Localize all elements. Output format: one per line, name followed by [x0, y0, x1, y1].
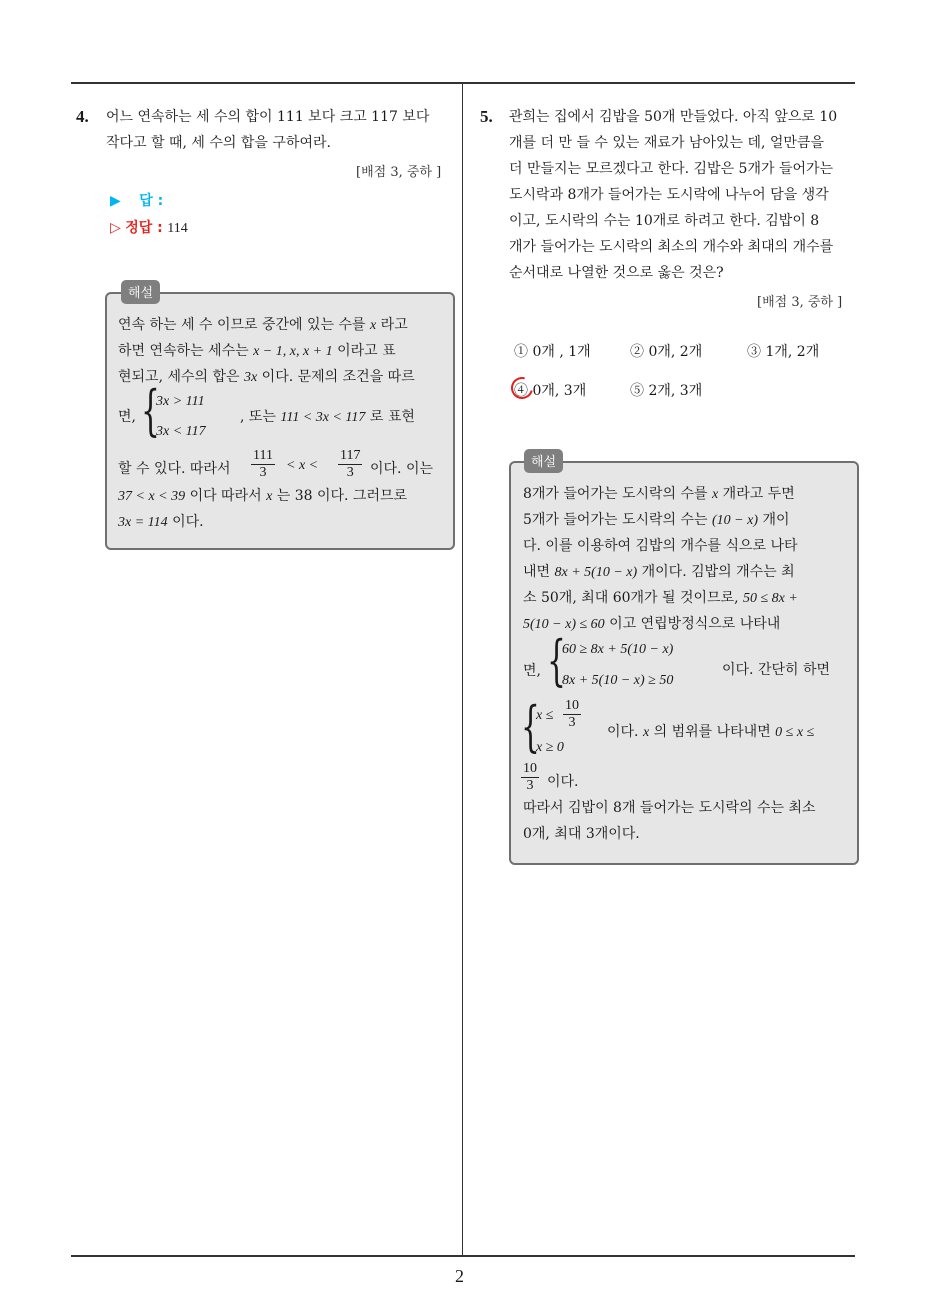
inequality-lt-x-lt: < x < — [286, 458, 319, 473]
explanation-tag-q5: 해설 — [524, 449, 563, 473]
exp5-line-10: 따라서 김밥이 8개 들어가는 도시락의 수는 최소 — [523, 800, 816, 816]
exp5-line-2: 5개가 들어가는 도시락의 수는 (10 − x) 개이 — [523, 512, 790, 528]
exp4-line-5a: 할 수 있다. 따라서 — [118, 461, 231, 477]
correct-value: 114 — [167, 221, 188, 236]
exp4-line-4a: 면, — [118, 409, 136, 425]
exp5-line-7b: 이다. 간단히 하면 — [722, 662, 831, 678]
answer-row — [110, 190, 163, 210]
correct-label: 정답 : — [125, 220, 163, 236]
exp4-line-1: 연속 하는 세 수 이므로 중간에 있는 수를 x 라고 — [118, 317, 408, 333]
exp4-line-6: 37 < x < 39 이다 따라서 x 는 38 이다. 그러므로 — [118, 488, 408, 504]
system-q5-eq2: 8x + 5(10 − x) ≥ 50 — [562, 673, 674, 688]
fraction-111-3: $\frac{111}{3}$ — [253, 448, 273, 480]
question-4-line-1: 어느 연속하는 세 수의 합이 111 보다 크고 117 보다 — [106, 109, 430, 125]
question-4-number: 4. — [76, 107, 89, 126]
exp5-line-5: 소 50개, 최대 60개가 될 것이므로, 50 ≤ 8x + — [523, 590, 798, 606]
exp5-line-6: 5(10 − x) ≤ 60 이고 연립방정식으로 나타내 — [523, 616, 781, 632]
system-q5b-eq1: x ≤ — [536, 708, 554, 723]
question-4-grade: [배점 3, 중하 ] — [356, 165, 442, 180]
question-5-line-3: 더 만들지는 모르겠다고 한다. 김밥은 5개가 들어가는 — [509, 161, 834, 177]
option-3[interactable]: ③ 1개, 2개 — [747, 344, 820, 360]
question-5-line-7: 순서대로 나열한 것으로 옳은 것은? — [509, 265, 724, 281]
system-q4-eq2: 3x < 117 — [156, 424, 206, 439]
option-4[interactable]: ④ 0개, 3개 — [514, 383, 587, 399]
answer-label: 답 : — [139, 193, 164, 209]
question-5-number: 5. — [480, 107, 493, 126]
fraction-10-3-a: $\frac{10}{3}$ — [565, 698, 579, 730]
exp5-line-11: 0개, 최대 3개이다. — [523, 826, 640, 842]
question-5-line-4: 도시락과 8개가 들어가는 도시락에 나누어 담을 생각 — [509, 187, 829, 203]
page-number: 2 — [455, 1266, 464, 1286]
question-5-grade: [배점 3, 중하 ] — [757, 295, 843, 310]
question-4-line-2: 작다고 할 때, 세 수의 합을 구하여라. — [106, 135, 331, 151]
bottom-rule — [71, 1255, 855, 1257]
exp4-line-2: 하면 연속하는 세수는 x − 1, x, x + 1 이라고 표 — [118, 343, 396, 359]
exp5-line-9: 이다. — [547, 774, 579, 790]
column-divider — [462, 83, 463, 1256]
fraction-117-3: $\frac{117}{3}$ — [340, 448, 361, 480]
system-q5-eq1: 60 ≥ 8x + 5(10 − x) — [562, 642, 674, 657]
exp5-line-7a: 면, — [523, 663, 541, 679]
fraction-10-3-b: $\frac{10}{3}$ — [523, 761, 537, 793]
exp4-line-7: 3x = 114 이다. — [118, 514, 204, 530]
system-q5b-eq2: x ≥ 0 — [536, 740, 564, 755]
exp4-line-4b: , 또는 111 < 3x < 117 로 표현 — [240, 409, 415, 425]
option-2[interactable]: ② 0개, 2개 — [630, 344, 703, 360]
exp4-line-5b: 이다. 이는 — [370, 461, 433, 477]
brace-q4: { — [141, 379, 160, 442]
system-q4-eq1: 3x > 111 — [156, 394, 205, 409]
outline-play-icon: ▷ — [110, 220, 121, 236]
question-5-line-1: 관희는 집에서 김밥을 50개 만들었다. 아직 앞으로 10 — [509, 109, 838, 125]
question-5-line-6: 개가 들어가는 도시락의 최소의 개수와 최대의 개수를 — [509, 239, 834, 255]
play-icon: ▶ — [110, 193, 121, 209]
exp4-line-3: 현되고, 세수의 합은 3x 이다. 문제의 조건을 따르 — [118, 369, 415, 385]
explanation-tag-q4: 해설 — [121, 280, 160, 304]
brace-q5-b: { — [521, 695, 540, 758]
exp5-line-8: 이다. x 의 범위를 나타내면 0 ≤ x ≤ — [607, 724, 815, 740]
exp5-line-3: 다. 이를 이용하여 김밥의 개수를 식으로 나타 — [523, 538, 798, 554]
exp5-line-1: 8개가 들어가는 도시락의 수를 x 개라고 두면 — [523, 486, 795, 502]
brace-q5-a: { — [547, 629, 566, 692]
option-1[interactable]: ① 0개 , 1개 — [514, 344, 591, 360]
option-5[interactable]: ⑤ 2개, 3개 — [630, 383, 703, 399]
question-5-line-5: 이고, 도시락의 수는 10개로 하려고 한다. 김밥이 8 — [509, 213, 820, 229]
exp5-line-4: 내면 8x + 5(10 − x) 개이다. 김밥의 개수는 최 — [523, 564, 795, 580]
question-5-line-2: 개를 더 만 들 수 있는 재료가 남아있는 데, 얼만큼을 — [509, 135, 824, 151]
correct-answer-row — [110, 217, 188, 237]
